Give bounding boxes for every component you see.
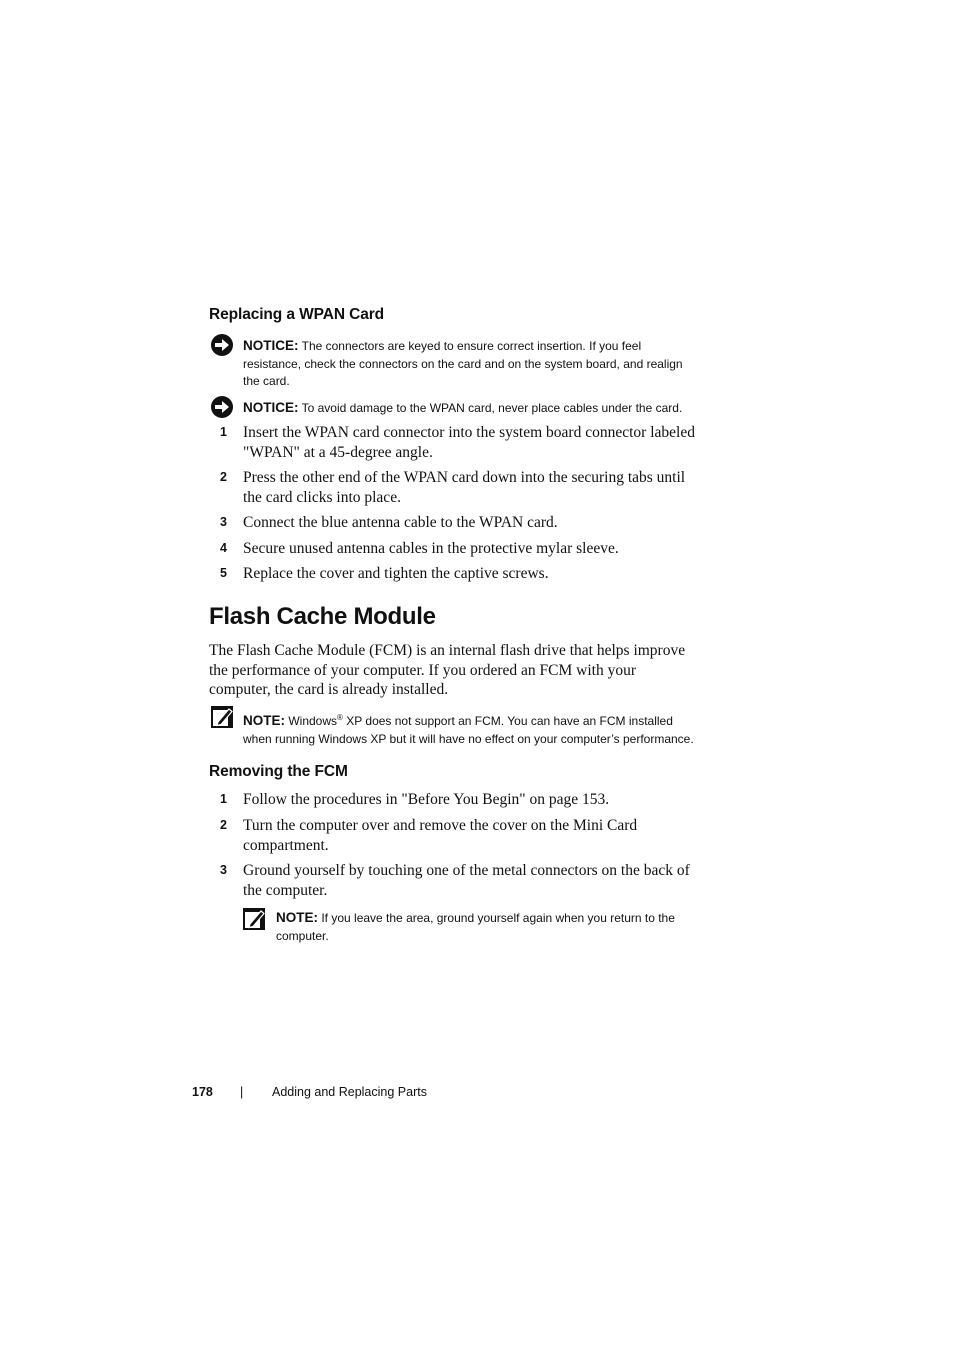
step-number: 3 xyxy=(220,515,227,529)
note-block-1 xyxy=(243,709,733,748)
footer-separator: | xyxy=(240,1085,244,1099)
step-text-line: the card clicks into place. xyxy=(243,488,401,506)
footer-chapter-title: Adding and Replacing Parts xyxy=(272,1085,427,1099)
note-text-line: computer. xyxy=(276,928,329,943)
notice-block-2 xyxy=(243,399,733,418)
step-text-line: Follow the procedures in "Before You Begin" on page 153. xyxy=(243,791,610,808)
step-text xyxy=(243,816,637,855)
note-pencil-icon xyxy=(243,908,265,930)
section-heading-removing-fcm: Removing the FCM xyxy=(209,763,348,780)
step-number: 2 xyxy=(220,470,227,484)
step-text-line: Insert the WPAN card connector into the system board connector labeled xyxy=(243,424,695,441)
step-text-line: Ground yourself by touching one of the metal connectors on the back of xyxy=(243,862,690,879)
paragraph-line: computer, the card is already installed. xyxy=(209,681,449,698)
note-text-line: If you leave the area, ground yourself again when you return to the xyxy=(321,911,675,925)
notice-label: NOTICE: xyxy=(243,400,299,415)
step-number: 4 xyxy=(220,541,227,555)
step-text-line: Press the other end of the WPAN card down into the securing tabs until xyxy=(243,469,686,486)
step-text xyxy=(243,423,695,462)
step-text xyxy=(243,861,690,900)
notice-arrow-icon xyxy=(211,334,233,356)
note-text-line: when running Windows XP but it will have no effect on your computer’s performance. xyxy=(243,731,694,746)
notice-label: NOTICE: xyxy=(243,338,299,353)
step-number: 2 xyxy=(220,818,227,832)
step-text-line: Connect the blue antenna cable to the WPAN card. xyxy=(243,514,558,531)
registered-mark: ® xyxy=(337,713,343,722)
step-number: 5 xyxy=(220,566,227,580)
step-text-line: the computer. xyxy=(243,881,328,899)
note-pencil-icon xyxy=(211,706,233,728)
note-text: Windows xyxy=(288,714,338,728)
note-block-2 xyxy=(276,909,736,945)
section-heading-flash-cache-module: Flash Cache Module xyxy=(209,603,436,630)
step-text-line: compartment. xyxy=(243,836,329,854)
step-number: 3 xyxy=(220,863,227,877)
note-label: NOTE: xyxy=(276,910,318,925)
step-text-line: Turn the computer over and remove the cover on the Mini Card xyxy=(243,817,638,834)
notice-block-1 xyxy=(243,337,733,391)
step-number: 1 xyxy=(220,425,227,439)
paragraph-line: the performance of your computer. If you ordered an FCM with your xyxy=(209,661,636,679)
step-number: 1 xyxy=(220,792,227,806)
step-text-line: Secure unused antenna cables in the protective mylar sleeve. xyxy=(243,540,619,557)
step-text xyxy=(243,468,685,507)
note-text: XP does not support an FCM. You can have an FCM installed xyxy=(342,714,673,728)
step-text-line: "WPAN" at a 45-degree angle. xyxy=(243,443,433,461)
section-heading-replacing-wpan: Replacing a WPAN Card xyxy=(209,306,385,323)
paragraph-line: The Flash Cache Module (FCM) is an internal flash drive that helps improve xyxy=(209,642,686,659)
notice-text-line: To avoid damage to the WPAN card, never place cables under the card. xyxy=(301,401,683,415)
page-number: 178 xyxy=(192,1085,213,1099)
notice-text-line: The connectors are keyed to ensure correct insertion. If you feel xyxy=(301,339,642,353)
notice-arrow-icon xyxy=(211,396,233,418)
step-text-line: Replace the cover and tighten the captive screws. xyxy=(243,565,549,582)
intro-paragraph xyxy=(209,641,739,700)
note-label: NOTE: xyxy=(243,713,285,728)
notice-text-line: the card. xyxy=(243,374,290,388)
notice-text-line: resistance, check the connectors on the card and on the system board, and realign xyxy=(243,356,683,371)
